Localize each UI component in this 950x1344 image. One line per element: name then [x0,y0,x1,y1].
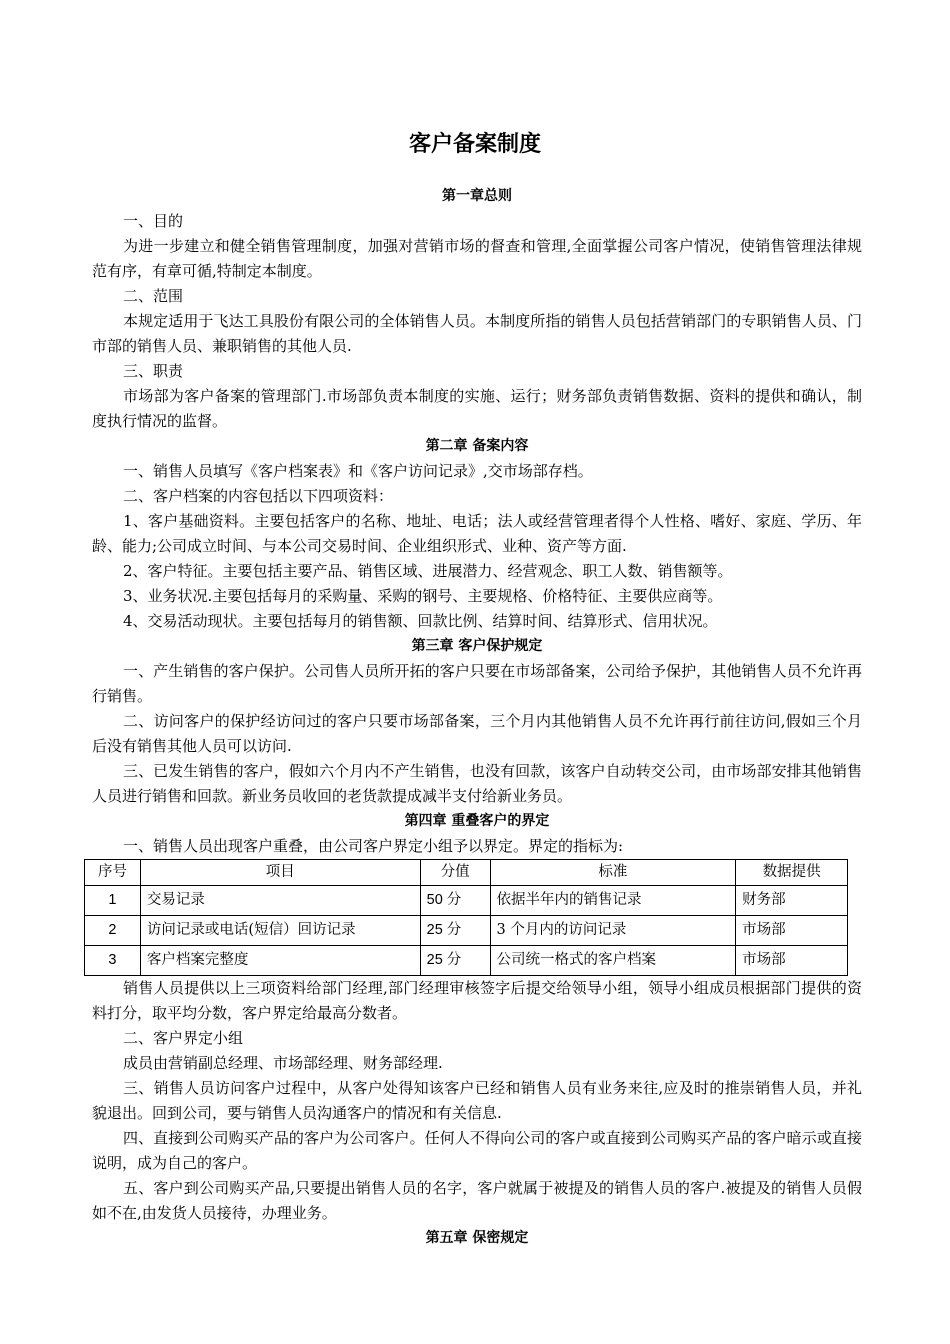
paragraph: 本规定适用于飞达工具股份有限公司的全体销售人员。本制度所指的销售人员包括营销部门的专职销售人员、门市部的销售人员、兼职销售的其他人员. [92,312,862,355]
table-cell: 25 分 [420,946,490,976]
chapter5-heading: 第五章 保密规定 [425,1230,529,1246]
table-header-cell: 分值 [420,860,490,886]
table-row [85,886,848,916]
table-cell: 依据半年内的销售记录 [490,886,736,916]
table-row [85,946,848,976]
paragraph: 1、客户基础资料。主要包括客户的名称、地址、电话；法人或经营管理者得个人性格、嗜好、家庭、学历、年龄、能力;公司成立时间、与本公司交易时间、企业组织形式、业种、资产等方面. [92,512,862,555]
chapter4-heading: 第四章 重叠客户的界定 [404,813,550,829]
paragraph: 五、客户到公司购买产品,只要提出销售人员的名字，客户就属于被提及的销售人员的客户.被提及的销售人员假如不在,由发货人员接待，办理业务。 [92,1179,862,1222]
paragraph: 二、范围 [123,287,184,305]
table-header-cell: 标准 [490,860,736,886]
chapter3-heading: 第三章 客户保护规定 [411,638,543,654]
table-header-cell: 数据提供 [736,860,848,886]
paragraph: 市场部为客户备案的管理部门.市场部负责本制度的实施、运行；财务部负责销售数据、资料的提供和确认，制度执行情况的监督。 [92,387,862,430]
chapter2-heading: 第二章 备案内容 [425,438,529,454]
table-cell: 3 个月内的访问记录 [490,916,736,946]
paragraph: 二、客户档案的内容包括以下四项资料： [123,487,394,505]
paragraph: 二、访问客户的保护经访问过的客户只要市场部备案，三个月内其他销售人员不允许再行前往访问,假如三个月后没有销售其他人员可以访问. [92,712,862,755]
paragraph: 一、产生销售的客户保护。公司售人员所开拓的客户只要在市场部备案，公司给予保护，其他销售人员不允许再行销售。 [92,662,862,705]
criteria-table [84,859,848,976]
table-cell: 市场部 [736,916,848,946]
table-cell: 访问记录或电话(短信）回访记录 [140,916,420,946]
paragraph: 二、客户界定小组 [123,1029,244,1047]
paragraph: 4、交易活动现状。主要包括每月的销售额、回款比例、结算时间、结算形式、信用状况。 [123,612,718,630]
paragraph: 三、销售人员访问客户过程中，从客户处得知该客户已经和销售人员有业务来往,应及时的推崇销售人员，并礼貌退出。回到公司，要与销售人员沟通客户的情况和有关信息. [92,1079,862,1122]
paragraph: 一、销售人员出现客户重叠，由公司客户界定小组予以界定。界定的指标为: [123,837,624,855]
table-cell: 公司统一格式的客户档案 [490,946,736,976]
table-cell: 交易记录 [140,886,420,916]
paragraph: 2、客户特征。主要包括主要产品、销售区域、进展潜力、经营观念、职工人数、销售额等。 [123,562,733,580]
table-cell: 2 [85,916,141,946]
document-body [92,184,862,1251]
table-cell: 50 分 [420,886,490,916]
table-cell: 1 [85,886,141,916]
table-header-row [85,860,848,886]
table-cell: 财务部 [736,886,848,916]
paragraph: 三、已发生销售的客户，假如六个月内不产生销售，也没有回款，该客户自动转交公司，由市场部安排其他销售人员进行销售和回款。新业务员收回的老货款提成减半支付给新业务员。 [92,762,862,805]
paragraph: 为进一步建立和健全销售管理制度，加强对营销市场的督查和管理,全面掌握公司客户情况，使销售管理法律规范有序，有章可循,特制定本制度。 [92,237,862,280]
chapter1-heading: 第一章总则 [442,188,512,204]
paragraph: 三、职责 [123,362,184,380]
paragraph: 成员由营销副总经理、市场部经理、财务部经理. [123,1054,443,1072]
paragraph: 销售人员提供以上三项资料给部门经理,部门经理审核签字后提交给领导小组，领导小组成员根据部门提供的资料打分，取平均分数，客户界定给最高分数者。 [92,979,862,1022]
table-header-cell: 序号 [85,860,141,886]
table-cell: 25 分 [420,916,490,946]
table-cell: 客户档案完整度 [140,946,420,976]
table-cell: 3 [85,946,141,976]
paragraph: 一、销售人员填写《客户档案表》和《客户访问记录》,交市场部存档。 [123,462,593,480]
table-row [85,916,848,946]
table-cell: 市场部 [736,946,848,976]
table-header-cell: 项目 [140,860,420,886]
paragraph: 一、目的 [123,212,184,230]
document-title: 客户备案制度 [408,132,541,157]
paragraph: 四、直接到公司购买产品的客户为公司客户。任何人不得向公司的客户或直接到公司购买产品的客户暗示或直接说明，成为自己的客户。 [92,1129,862,1172]
paragraph: 3、业务状况.主要包括每月的采购量、采购的钢号、主要规格、价格特征、主要供应商等。 [123,587,723,605]
